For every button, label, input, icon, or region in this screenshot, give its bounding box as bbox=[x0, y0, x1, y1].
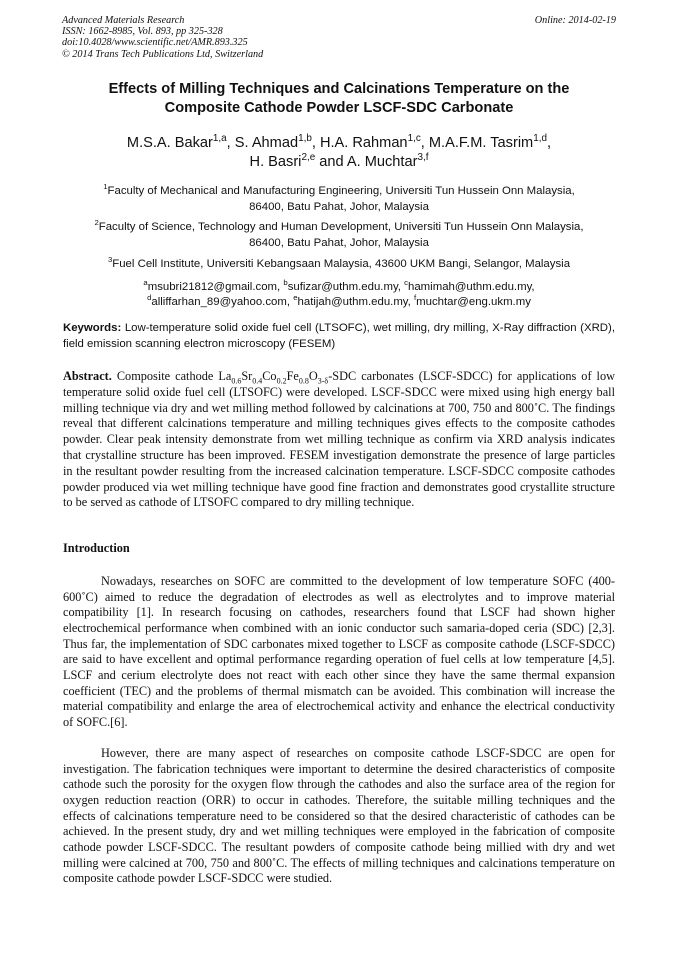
online-date: Online: 2014-02-19 bbox=[534, 15, 616, 26]
author-name: M.S.A. Bakar bbox=[126, 135, 213, 151]
intro-paragraph-2: However, there are many aspect of researches on composite cathode LSCF-SDCC are open for investigation. The fabrication techniques were important to determine the desired characteristics of composite cathode such the porosity for the oxygen flow through the cathodes and also the surface area of the region for oxygen reduction reaction (ORR) to occur in cathodes. Therefore, the suitable milling techniques and the effects of calcinations temperature need to be considered so that the desired characteristic of cathodes can be achieved. In the present study, dry and wet milling techniques were employed in the fabrication of composite cathode powder LSCF-SDCC. The resultant powders of composite cathode being millied with dry and wet milling were calcined at 700, 750 and 800˚C. The effects of milling techniques and calcinations temperature on composite cathode powder LSCF-SDCC were studied. bbox=[63, 746, 615, 886]
affiliation-mark: 1 bbox=[103, 182, 108, 192]
author-list bbox=[40, 134, 638, 172]
email-mark: d bbox=[147, 293, 152, 303]
formula-element: Co bbox=[262, 369, 277, 383]
doi-line: doi:10.4028/www.scientific.net/AMR.893.325 bbox=[62, 37, 248, 49]
author-affiliation-mark: 1,c bbox=[407, 133, 421, 145]
author-name: A. Muchtar bbox=[346, 154, 418, 170]
formula-element: Fe bbox=[286, 369, 299, 383]
affiliation-mark: 2 bbox=[94, 218, 99, 228]
author-separator: , bbox=[226, 135, 235, 151]
affiliation-text: 86400, Batu Pahat, Johor, Malaysia bbox=[249, 201, 429, 214]
formula-element: Sr bbox=[241, 369, 253, 383]
affiliation-text: Fuel Cell Institute, Universiti Kebangsaan Malaysia, 43600 UKM Bangi, Selangor, Malaysia bbox=[112, 258, 571, 270]
formula-subscript: 0.6 bbox=[231, 376, 242, 386]
author-affiliation-mark: 1,d bbox=[533, 133, 547, 145]
paper-title bbox=[40, 80, 638, 118]
email-mark: c bbox=[404, 278, 409, 288]
formula-element: O bbox=[308, 369, 318, 383]
author-affiliation-mark: 3,f bbox=[417, 152, 429, 164]
author-name: S. Ahmad bbox=[234, 135, 299, 151]
email-separator: , bbox=[397, 281, 405, 293]
affiliation-text: Faculty of Science, Technology and Human Development, Universiti Tun Hussein Onn Malaysia, bbox=[98, 221, 584, 233]
email-separator: , bbox=[286, 296, 294, 309]
keywords-text: Low-temperature solid oxide fuel cell (LTSOFC), wet milling, dry milling, X-Ray diffraction (XRD), field emission scanning electron microscopy (FESEM) bbox=[63, 322, 615, 351]
author-separator: , bbox=[420, 135, 429, 151]
author-affiliation-mark: 2,e bbox=[301, 152, 316, 164]
affiliation-1 bbox=[50, 183, 628, 215]
running-header bbox=[62, 15, 616, 60]
affiliation-mark: 3 bbox=[107, 255, 113, 265]
section-heading-introduction: Introduction bbox=[63, 541, 130, 555]
title-line: Effects of Milling Techniques and Calcinations Temperature on the bbox=[108, 81, 570, 97]
author-affiliation-mark: 1,b bbox=[298, 133, 312, 145]
issn-line: ISSN: 1662-8985, Vol. 893, pp 325-328 bbox=[62, 26, 223, 38]
email-mark: a bbox=[143, 278, 148, 288]
title-line: Composite Cathode Powder LSCF-SDC Carbonate bbox=[164, 100, 514, 116]
author-name: H. Basri bbox=[249, 154, 302, 170]
email-mark: f bbox=[414, 293, 417, 303]
author-emails bbox=[40, 280, 638, 311]
abstract bbox=[63, 369, 615, 511]
abstract-text: Composite cathode La bbox=[116, 369, 232, 383]
author-name: H.A. Rahman bbox=[319, 135, 408, 151]
email-address[interactable]: hamimah@uthm.edu.my bbox=[408, 281, 532, 293]
formula-subscript: 0.4 bbox=[252, 376, 263, 386]
email-address[interactable]: alliffarhan_89@yahoo.com bbox=[151, 296, 287, 309]
keywords bbox=[63, 320, 615, 353]
affiliation-text: Faculty of Mechanical and Manufacturing Engineering, Universiti Tun Hussein Onn Malaysia, bbox=[107, 185, 575, 197]
email-address[interactable]: muchtar@eng.ukm.my bbox=[416, 296, 531, 309]
author-affiliation-mark: 1,a bbox=[212, 133, 227, 145]
email-address[interactable]: hatijah@uthm.edu.my bbox=[297, 296, 408, 309]
author-separator: and bbox=[315, 154, 347, 170]
author-separator: , bbox=[547, 135, 552, 151]
author-separator: , bbox=[311, 135, 320, 151]
email-address[interactable]: sufizar@uthm.edu.my bbox=[287, 281, 398, 293]
affiliation-2 bbox=[50, 219, 628, 251]
journal-name: Advanced Materials Research bbox=[62, 15, 185, 26]
author-name: M.A.F.M. Tasrim bbox=[428, 135, 534, 151]
abstract-label: Abstract. bbox=[63, 369, 112, 383]
abstract-text: -SDC carbonates (LSCF-SDCC) for applications of low temperature solid oxide fuel cell (LTSOFC) were developed. LSCF-SDCC were mixed using high energy ball milling technique via dry and wet milling method followed by calcinations at 700, 750 and 800˚C. The findings reveal that different calcinations temperature and milling techniques gives effects to the composite cathodes powder. Clear peak intensity demonstrate from wet milling technique as confirm via XRD analysis indicates that crystalline structure has been improved. FESEM investigation demonstrate the presence of large particles in the resultant powder resulting from the increased calcination temperature. LSCF-SDCC composite cathodes powder produced via wet milling technique have good fine fraction and demonstrates good crystallite structure to be served as cathode of LTSOFC compared to dry milling technique. bbox=[63, 369, 615, 510]
intro-paragraph-1: Nowadays, researches on SOFC are committed to the development of low temperature SOFC (400-600˚C) aimed to reduce the degradation of electrodes as well as electrolytes and to improve material compatibility [1]. In research focusing on cathodes, researchers found that LSCF had shown higher electrochemical performance when combined with an ionic conductor such samaria-doped ceria (SDC) [2,3]. Thus far, the implementation of SDC carbonates mixed together to LSCF as composite cathode (LSCF-SDCC) are said to have excellent and optimal performance regarding operation of fuel cells at low temperature [4,5]. LSCF and cerium electrolyte does not react with each other since they have the same thermal expansion coefficient (TEC) and the problems of thermal mismatch can be avoided. This combination will increase the material compatibility and enlarge the area of electrochemical activity and enhance the electrical conductivity of SOFC.[6]. bbox=[63, 574, 615, 729]
email-separator: , bbox=[277, 281, 284, 293]
email-address[interactable]: msubri21812@gmail.com bbox=[147, 281, 278, 293]
email-mark: e bbox=[293, 293, 298, 303]
affiliation-3 bbox=[50, 256, 628, 272]
copyright-line: © 2014 Trans Tech Publications Ltd, Switzerland bbox=[62, 48, 264, 60]
affiliation-text: 86400, Batu Pahat, Johor, Malaysia bbox=[249, 237, 429, 250]
formula-subscript: 0.8 bbox=[298, 376, 309, 386]
formula-subscript: 0.2 bbox=[276, 376, 287, 386]
formula-subscript: 3-δ bbox=[317, 376, 329, 386]
email-mark: b bbox=[283, 278, 288, 288]
keywords-label: Keywords: bbox=[63, 322, 122, 334]
email-separator: , bbox=[407, 296, 414, 309]
email-separator: , bbox=[531, 281, 535, 293]
